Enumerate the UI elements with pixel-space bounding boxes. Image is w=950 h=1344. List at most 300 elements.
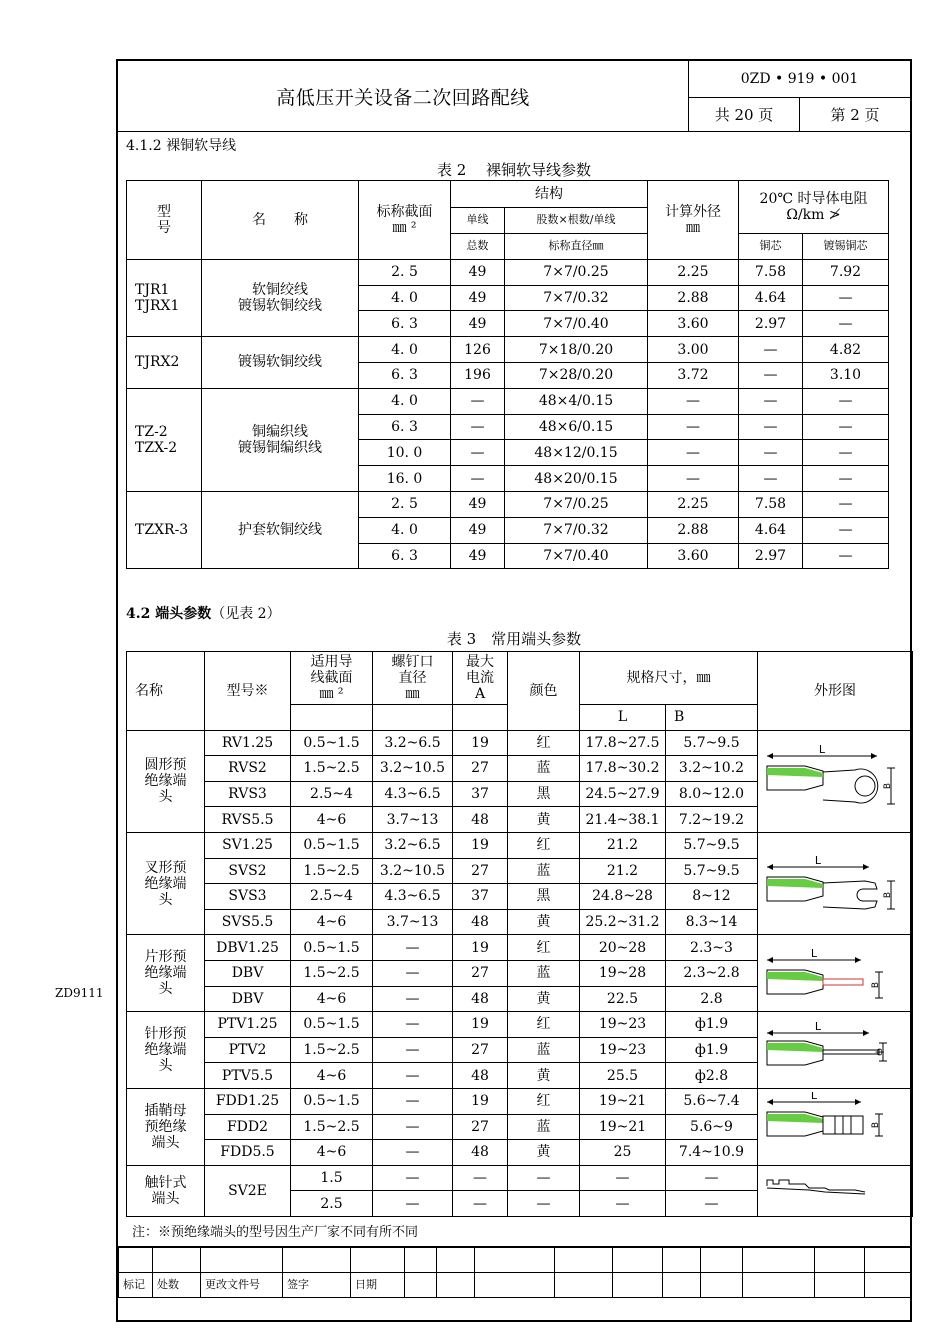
model-cell: PTV5.5 [205, 1063, 291, 1089]
tinned-cell: — [803, 491, 889, 517]
strand-cell: 48×12/0.15 [505, 440, 648, 466]
strand-cell: 7×7/0.32 [505, 517, 648, 543]
total-cell: 49 [451, 311, 505, 337]
od-cell: 3.72 [648, 362, 739, 388]
tinned-cell: — [803, 440, 889, 466]
revision-cell [283, 1248, 351, 1273]
revision-cell [865, 1273, 911, 1298]
revision-cell [815, 1248, 865, 1273]
section-cell: 4~6 [291, 807, 373, 833]
screw-cell: — [373, 1165, 453, 1191]
table-row [127, 1012, 913, 1038]
strand-cell: 48×4/0.15 [505, 388, 648, 414]
size-B-cell: — [666, 1191, 758, 1217]
section-cell: 0.5~1.5 [291, 1088, 373, 1114]
color-cell: 蓝 [508, 960, 580, 986]
tinned-cell: — [803, 466, 889, 492]
tinned-cell: — [803, 517, 889, 543]
section-cell: 1.5~2.5 [291, 1114, 373, 1140]
current-cell: — [453, 1165, 508, 1191]
section-cell: 1.5~2.5 [291, 858, 373, 884]
model-cell: FDD2 [205, 1114, 291, 1140]
size-L-cell: 25.5 [580, 1063, 666, 1089]
header-blank [291, 705, 373, 731]
revision-cell [613, 1273, 663, 1298]
name-cell: 软铜绞线 镀锡软铜绞线 [202, 259, 359, 336]
table-row [127, 1165, 913, 1191]
svg-text:B: B [871, 982, 881, 989]
header-section: 适用导 线截面 ㎜ ² [291, 652, 373, 705]
terminal-type-cell: 针形预 绝缘端 头 [127, 1012, 205, 1089]
shape-cell [758, 1165, 913, 1216]
section-cell: 2. 5 [359, 491, 451, 517]
name-cell: 镀锡软铜绞线 [202, 337, 359, 389]
svg-text:L: L [818, 743, 826, 757]
screw-cell: — [373, 1063, 453, 1089]
strand-cell: 7×18/0.20 [505, 337, 648, 363]
wire-parameter-table [126, 180, 889, 569]
od-cell: 3.60 [648, 311, 739, 337]
screw-cell: 3.2~10.5 [373, 756, 453, 782]
socket-terminal-drawing [765, 1092, 905, 1162]
svg-text:L: L [810, 1091, 818, 1102]
header-structure: 结构 [451, 181, 648, 208]
total-cell: — [451, 414, 505, 440]
size-L-cell: 17.8~30.2 [580, 756, 666, 782]
section-cell: 2.5~4 [291, 884, 373, 910]
color-cell: 黄 [508, 1063, 580, 1089]
model-cell: DBV1.25 [205, 935, 291, 961]
copper-cell: 2.97 [739, 311, 803, 337]
screw-cell: — [373, 935, 453, 961]
section-cell: 16. 0 [359, 466, 451, 492]
screw-cell: — [373, 1037, 453, 1063]
size-L-cell: 19~21 [580, 1088, 666, 1114]
section-cell: 6. 3 [359, 414, 451, 440]
color-cell: — [508, 1165, 580, 1191]
doc-title: 高低压开关设备二次回路配线 [118, 61, 689, 131]
header-screw: 螺钉口 直径 ㎜ [373, 652, 453, 705]
terminal-type-cell: 圆形预 绝缘端 头 [127, 730, 205, 832]
revision-cell [437, 1273, 475, 1298]
shape-cell [758, 832, 913, 934]
size-B-cell: 7.4~10.9 [666, 1140, 758, 1166]
strand-cell: 48×20/0.15 [505, 466, 648, 492]
section-cell: 0.5~1.5 [291, 935, 373, 961]
title-block [118, 61, 910, 132]
size-B-cell: 2.3~2.8 [666, 960, 758, 986]
model-cell: PTV2 [205, 1037, 291, 1063]
header-B: B [666, 705, 758, 731]
table-note: 注：※预绝缘端头的型号因生产厂家不同有所不同 [118, 1219, 910, 1247]
screw-cell: — [373, 1012, 453, 1038]
header-single-total-2: 总数 [451, 234, 505, 260]
tinned-cell: — [803, 414, 889, 440]
svg-text:L: L [810, 947, 818, 961]
section-cell: 4. 0 [359, 388, 451, 414]
model-cell: PTV1.25 [205, 1012, 291, 1038]
copper-cell: 7.58 [739, 259, 803, 285]
tinned-cell: 7.92 [803, 259, 889, 285]
screw-cell: 3.7~13 [373, 807, 453, 833]
size-L-cell: 24.5~27.9 [580, 781, 666, 807]
size-B-cell: 5.7~9.5 [666, 832, 758, 858]
color-cell: 蓝 [508, 858, 580, 884]
section-cell: 4~6 [291, 986, 373, 1012]
svg-text:B: B [871, 1121, 881, 1128]
svg-text:B: B [883, 783, 893, 790]
current-cell: 27 [453, 1037, 508, 1063]
size-B-cell: ф1.9 [666, 1012, 758, 1038]
total-cell: 49 [451, 543, 505, 569]
total-cell: 49 [451, 517, 505, 543]
current-cell: 48 [453, 1140, 508, 1166]
color-cell: 蓝 [508, 1114, 580, 1140]
strand-cell: 7×7/0.25 [505, 491, 648, 517]
section-cell: 6. 3 [359, 311, 451, 337]
header-blank [453, 705, 508, 731]
od-cell: 3.60 [648, 543, 739, 569]
current-cell: 27 [453, 960, 508, 986]
table-row [127, 1088, 913, 1114]
copper-cell: — [739, 362, 803, 388]
section-heading-2 [126, 603, 281, 623]
tinned-cell: — [803, 285, 889, 311]
screw-cell: — [373, 986, 453, 1012]
terminal-type-cell: 插鞘母 预绝缘 端头 [127, 1088, 205, 1165]
screw-cell: 4.3~6.5 [373, 781, 453, 807]
od-cell: 2.88 [648, 517, 739, 543]
contact-terminal-drawing [765, 1168, 905, 1213]
section-cell: 1.5~2.5 [291, 960, 373, 986]
side-code: ZD9111 [55, 986, 104, 1000]
copper-cell: 4.64 [739, 285, 803, 311]
model-cell: DBV [205, 960, 291, 986]
terminal-type-cell: 片形预 绝缘端 头 [127, 935, 205, 1012]
size-L-cell: — [580, 1165, 666, 1191]
revision-cell [613, 1248, 663, 1273]
size-B-cell: 8.3~14 [666, 909, 758, 935]
model-cell: DBV [205, 986, 291, 1012]
model-cell: TZXR-3 [127, 491, 202, 568]
header-shape: 外形图 [758, 652, 913, 731]
revision-label: 标记 [119, 1273, 153, 1298]
od-cell: 2.88 [648, 285, 739, 311]
current-cell: 48 [453, 1063, 508, 1089]
revision-label: 签字 [283, 1273, 351, 1298]
revision-cell [119, 1248, 153, 1273]
section-cell: 4~6 [291, 909, 373, 935]
header-color: 颜色 [508, 652, 580, 731]
terminal-type-cell: 触针式 端头 [127, 1165, 205, 1216]
page-number: 第 2 页 [830, 106, 880, 124]
color-cell: 黄 [508, 986, 580, 1012]
section-cell: 4~6 [291, 1063, 373, 1089]
size-L-cell: 20~28 [580, 935, 666, 961]
page-info [689, 98, 910, 131]
total-cell: 196 [451, 362, 505, 388]
terminal-parameter-table [126, 651, 913, 1217]
od-cell: 3.00 [648, 337, 739, 363]
revision-block [118, 1247, 911, 1298]
size-B-cell: 5.7~9.5 [666, 858, 758, 884]
revision-cell [743, 1248, 815, 1273]
total-cell: 49 [451, 259, 505, 285]
model-cell: TJRX2 [127, 337, 202, 389]
shape-cell [758, 1088, 913, 1165]
section-cell: 2. 5 [359, 259, 451, 285]
size-B-cell: 8.0~12.0 [666, 781, 758, 807]
table-header-row [127, 181, 889, 208]
strand-cell: 7×7/0.40 [505, 543, 648, 569]
color-cell: 蓝 [508, 1037, 580, 1063]
section-cell: 4. 0 [359, 517, 451, 543]
size-B-cell: 2.8 [666, 986, 758, 1012]
current-cell: 27 [453, 858, 508, 884]
name-cell: 铜编织线 镀锡铜编织线 [202, 388, 359, 491]
size-B-cell: 5.6~9 [666, 1114, 758, 1140]
header-blank [373, 705, 453, 731]
model-cell: SV2E [205, 1165, 291, 1216]
svg-text:L: L [814, 853, 822, 867]
header-tinned: 镀锡铜芯 [803, 234, 889, 260]
tinned-cell: — [803, 388, 889, 414]
header-name: 名 称 [202, 181, 359, 260]
total-cell: 49 [451, 285, 505, 311]
od-cell: — [648, 440, 739, 466]
copper-cell: — [739, 466, 803, 492]
section-cell: 1.5~2.5 [291, 1037, 373, 1063]
table-row [127, 337, 889, 363]
table-header-row [127, 652, 913, 705]
revision-cell [701, 1248, 743, 1273]
od-cell: 2.25 [648, 259, 739, 285]
section-cell: 2.5 [291, 1191, 373, 1217]
revision-cell [351, 1248, 405, 1273]
revision-cell [475, 1248, 555, 1273]
current-cell: 27 [453, 756, 508, 782]
table-row [127, 935, 913, 961]
color-cell: — [508, 1191, 580, 1217]
revision-row [119, 1248, 911, 1273]
section-cell: 1.5~2.5 [291, 756, 373, 782]
revision-label: 处数 [153, 1273, 201, 1298]
size-B-cell: ф2.8 [666, 1063, 758, 1089]
tinned-cell: 3.10 [803, 362, 889, 388]
size-B-cell: ф1.9 [666, 1037, 758, 1063]
section-cell: 6. 3 [359, 362, 451, 388]
current-cell: 37 [453, 781, 508, 807]
revision-label: 日期 [351, 1273, 405, 1298]
section-cell: 0.5~1.5 [291, 832, 373, 858]
revision-cell [201, 1248, 283, 1273]
header-L: L [580, 705, 666, 731]
color-cell: 黑 [508, 884, 580, 910]
size-L-cell: 19~28 [580, 960, 666, 986]
strand-cell: 7×7/0.32 [505, 285, 648, 311]
revision-cell [815, 1273, 865, 1298]
header-copper: 铜芯 [739, 234, 803, 260]
screw-cell: — [373, 1140, 453, 1166]
header-section: 标称截面 ㎜ ² [359, 181, 451, 260]
model-cell: FDD5.5 [205, 1140, 291, 1166]
size-B-cell: 5.7~9.5 [666, 730, 758, 756]
section-cell: 10. 0 [359, 440, 451, 466]
color-cell: 蓝 [508, 756, 580, 782]
svg-text:B: B [883, 891, 893, 898]
name-cell: 护套软铜绞线 [202, 491, 359, 568]
header-resistance: 20℃ 时导体电阻 Ω/km ≯ [739, 181, 889, 234]
color-cell: 黄 [508, 1140, 580, 1166]
revision-cell [663, 1273, 701, 1298]
size-L-cell: 19~21 [580, 1114, 666, 1140]
size-B-cell: 8~12 [666, 884, 758, 910]
header-strand-2: 标称直径㎜ [505, 234, 648, 260]
strand-cell: 48×6/0.15 [505, 414, 648, 440]
section-heading-2-rest: （见表 2） [211, 606, 281, 622]
screw-cell: 3.2~6.5 [373, 730, 453, 756]
table2-caption: 表 2 裸铜软导线参数 [436, 161, 592, 179]
shape-cell [758, 730, 913, 832]
od-cell: 2.25 [648, 491, 739, 517]
screw-cell: — [373, 1191, 453, 1217]
table-row [127, 491, 889, 517]
current-cell: 48 [453, 807, 508, 833]
current-cell: 48 [453, 909, 508, 935]
size-B-cell: 5.6~7.4 [666, 1088, 758, 1114]
total-pages: 共 20 页 [689, 98, 800, 131]
strand-cell: 7×7/0.40 [505, 311, 648, 337]
color-cell: 红 [508, 935, 580, 961]
revision-cell [153, 1248, 201, 1273]
size-B-cell: 7.2~19.2 [666, 807, 758, 833]
section-cell: 6. 3 [359, 543, 451, 569]
screw-cell: 3.2~10.5 [373, 858, 453, 884]
screw-cell: 3.2~6.5 [373, 832, 453, 858]
revision-cell [475, 1273, 555, 1298]
screw-cell: 4.3~6.5 [373, 884, 453, 910]
total-cell: 126 [451, 337, 505, 363]
table3-caption: 表 3 常用端头参数 [446, 630, 582, 648]
screw-cell: — [373, 1088, 453, 1114]
total-cell: — [451, 388, 505, 414]
header-size: 规格尺寸，㎜ [580, 652, 758, 705]
table-row [127, 259, 889, 285]
model-cell: RVS5.5 [205, 807, 291, 833]
copper-cell: 7.58 [739, 491, 803, 517]
size-B-cell: — [666, 1165, 758, 1191]
section-heading-1: 4.1.2 裸铜软导线 [126, 138, 237, 154]
model-cell: SVS5.5 [205, 909, 291, 935]
color-cell: 红 [508, 1088, 580, 1114]
shape-cell [758, 935, 913, 1012]
table-row [127, 730, 913, 756]
total-cell: — [451, 440, 505, 466]
fork-terminal-drawing [765, 837, 905, 931]
svg-text:ф: ф [875, 1048, 885, 1056]
revision-cell [555, 1273, 613, 1298]
screw-cell: — [373, 1114, 453, 1140]
model-cell: FDD1.25 [205, 1088, 291, 1114]
shape-cell [758, 1012, 913, 1089]
size-L-cell: 17.8~27.5 [580, 730, 666, 756]
size-L-cell: 22.5 [580, 986, 666, 1012]
color-cell: 黄 [508, 807, 580, 833]
model-cell: RVS2 [205, 756, 291, 782]
revision-label-row [119, 1273, 911, 1298]
size-L-cell: 19~23 [580, 1012, 666, 1038]
revision-cell [405, 1273, 437, 1298]
terminal-type-cell: 叉形预 绝缘端 头 [127, 832, 205, 934]
svg-text:L: L [814, 1020, 822, 1034]
current-cell: 19 [453, 832, 508, 858]
pin-terminal-drawing [765, 1015, 905, 1085]
copper-cell: 4.64 [739, 517, 803, 543]
section-cell: 0.5~1.5 [291, 1012, 373, 1038]
current-cell: 19 [453, 1012, 508, 1038]
copper-cell: — [739, 337, 803, 363]
tinned-cell: 4.82 [803, 337, 889, 363]
model-cell: SVS3 [205, 884, 291, 910]
model-cell: TZ-2 TZX-2 [127, 388, 202, 491]
section-cell: 4. 0 [359, 285, 451, 311]
revision-cell [865, 1248, 911, 1273]
revision-label: 更改文件号 [201, 1273, 283, 1298]
tinned-cell: — [803, 311, 889, 337]
od-cell: — [648, 414, 739, 440]
size-L-cell: 21.2 [580, 832, 666, 858]
current-cell: 19 [453, 1088, 508, 1114]
section-cell: 2.5~4 [291, 781, 373, 807]
section-cell: 4. 0 [359, 337, 451, 363]
revision-cell [437, 1248, 475, 1273]
current-cell: 27 [453, 1114, 508, 1140]
table-row [127, 832, 913, 858]
color-cell: 黄 [508, 909, 580, 935]
header-od: 计算外径 ㎜ [648, 181, 739, 260]
section-heading-2-bold: 4.2 端头参数 [126, 606, 212, 622]
size-B-cell: 3.2~10.2 [666, 756, 758, 782]
header-name: 名称 [127, 652, 205, 731]
model-cell: SVS2 [205, 858, 291, 884]
current-cell: — [453, 1191, 508, 1217]
color-cell: 红 [508, 832, 580, 858]
header-current: 最大 电流 A [453, 652, 508, 705]
size-L-cell: 25.2~31.2 [580, 909, 666, 935]
size-L-cell: 24.8~28 [580, 884, 666, 910]
header-model: 型号※ [205, 652, 291, 731]
total-cell: 49 [451, 491, 505, 517]
size-L-cell: 19~23 [580, 1037, 666, 1063]
model-cell: RVS3 [205, 781, 291, 807]
od-cell: — [648, 466, 739, 492]
color-cell: 红 [508, 730, 580, 756]
size-L-cell: — [580, 1191, 666, 1217]
document-frame [116, 59, 912, 1322]
model-cell: RV1.25 [205, 730, 291, 756]
copper-cell: 2.97 [739, 543, 803, 569]
color-cell: 黑 [508, 781, 580, 807]
revision-cell [405, 1248, 437, 1273]
color-cell: 红 [508, 1012, 580, 1038]
table-row [127, 388, 889, 414]
copper-cell: — [739, 388, 803, 414]
tinned-cell: — [803, 543, 889, 569]
total-cell: — [451, 466, 505, 492]
strand-cell: 7×7/0.25 [505, 259, 648, 285]
model-cell: SV1.25 [205, 832, 291, 858]
copper-cell: — [739, 440, 803, 466]
